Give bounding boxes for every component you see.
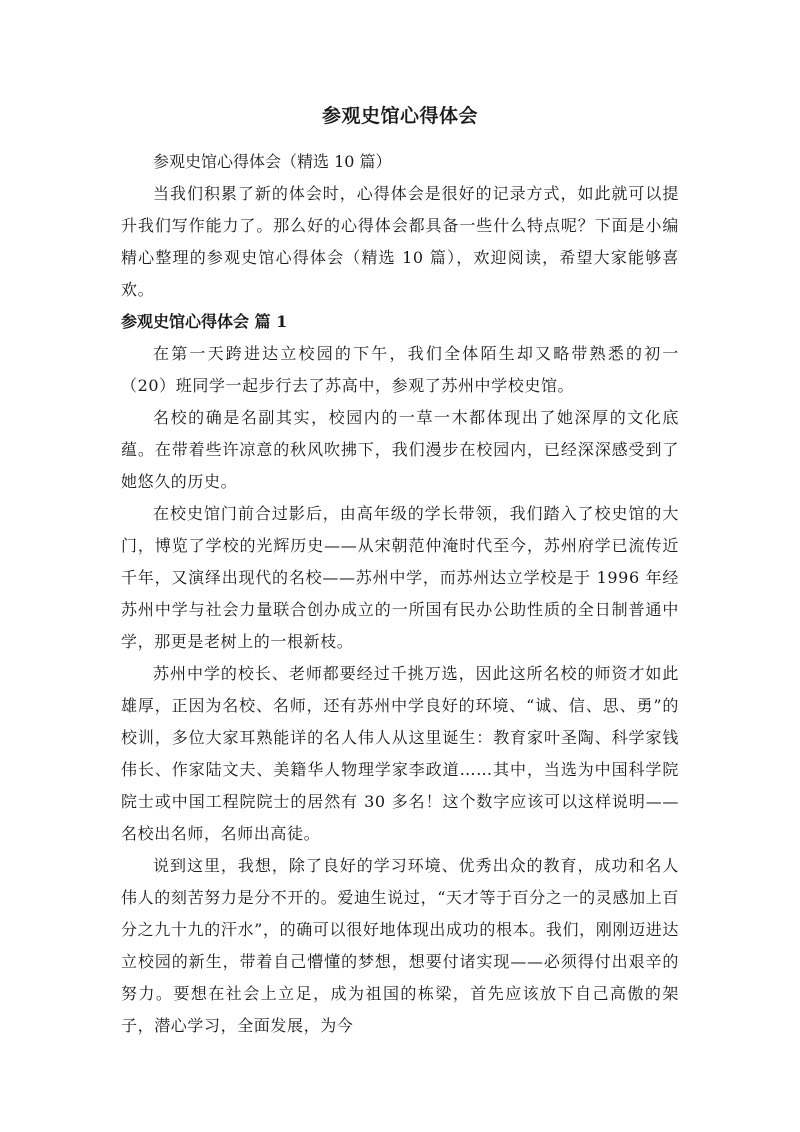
body-paragraph-4: 苏州中学的校长、老师都要经过千挑万选，因此这所名校的师资才如此雄厚，正因为名校、名师，还有苏州中学良好的环境、“诚、信、思、勇”的校训，多位大家耳熟能详的名人伟人从这里诞生：教育家叶圣陶、科学家钱伟长、作家陆文夫、美籍华人物理学家李政道……其中，当选为中国科学院院士或中国工程院院士的居然有 30 多名！这个数字应该可以这样说明——名校出名师，名师出高徒。 xyxy=(121,664,679,843)
document-subtitle: 参观史馆心得体会（精选 10 篇） xyxy=(153,152,392,171)
document-title: 参观史馆心得体会 xyxy=(321,105,478,127)
body-paragraph-5: 说到这里，我想，除了良好的学习环境、优秀出众的教育，成功和名人伟人的刻苦努力是分不开的。爱迪生说过，“天才等于百分之一的灵感加上百分之九十九的汗水”，的确可以很好地体现出成功的根本。我们，刚刚迈进达立校园的新生，带着自己懵懂的梦想，想要付诸实现——必须得付出艰辛的努力。要想在社会上立足，成为祖国的栋梁，首先应该放下自己高傲的架子，潜心学习，全面发展，为今 xyxy=(121,856,679,1035)
intro-paragraph: 当我们积累了新的体会时，心得体会是很好的记录方式，如此就可以提升我们写作能力了。那么好的心得体会都具备一些什么特点呢？下面是小编精心整理的参观史馆心得体会（精选 10 篇），欢迎阅读，希望大家能够喜欢。 xyxy=(121,184,679,299)
section-heading: 参观史馆心得体会 篇 1 xyxy=(121,312,288,331)
body-paragraph-2: 名校的确是名副其实，校园内的一草一木都体现出了她深厚的文化底蕴。在带着些许凉意的秋风吹拂下，我们漫步在校园内，已经深深感受到了她悠久的历史。 xyxy=(121,408,679,491)
body-paragraph-3: 在校史馆门前合过影后，由高年级的学长带领，我们踏入了校史馆的大门，博览了学校的光辉历史——从宋朝范仲淹时代至今，苏州府学已流传近千年，又演绎出现代的名校——苏州中学，而苏州达立学校是于 1996 年经苏州中学与社会力量联合创办成立的一所国有民办公助性质的全日制普通中学，那更是老树上的一根新枝。 xyxy=(121,504,679,651)
document-body xyxy=(121,96,679,1042)
body-paragraph-1: 在第一天跨进达立校园的下午，我们全体陌生却又略带熟悉的初一（20）班同学一起步行去了苏高中，参观了苏州中学校史馆。 xyxy=(121,344,679,395)
